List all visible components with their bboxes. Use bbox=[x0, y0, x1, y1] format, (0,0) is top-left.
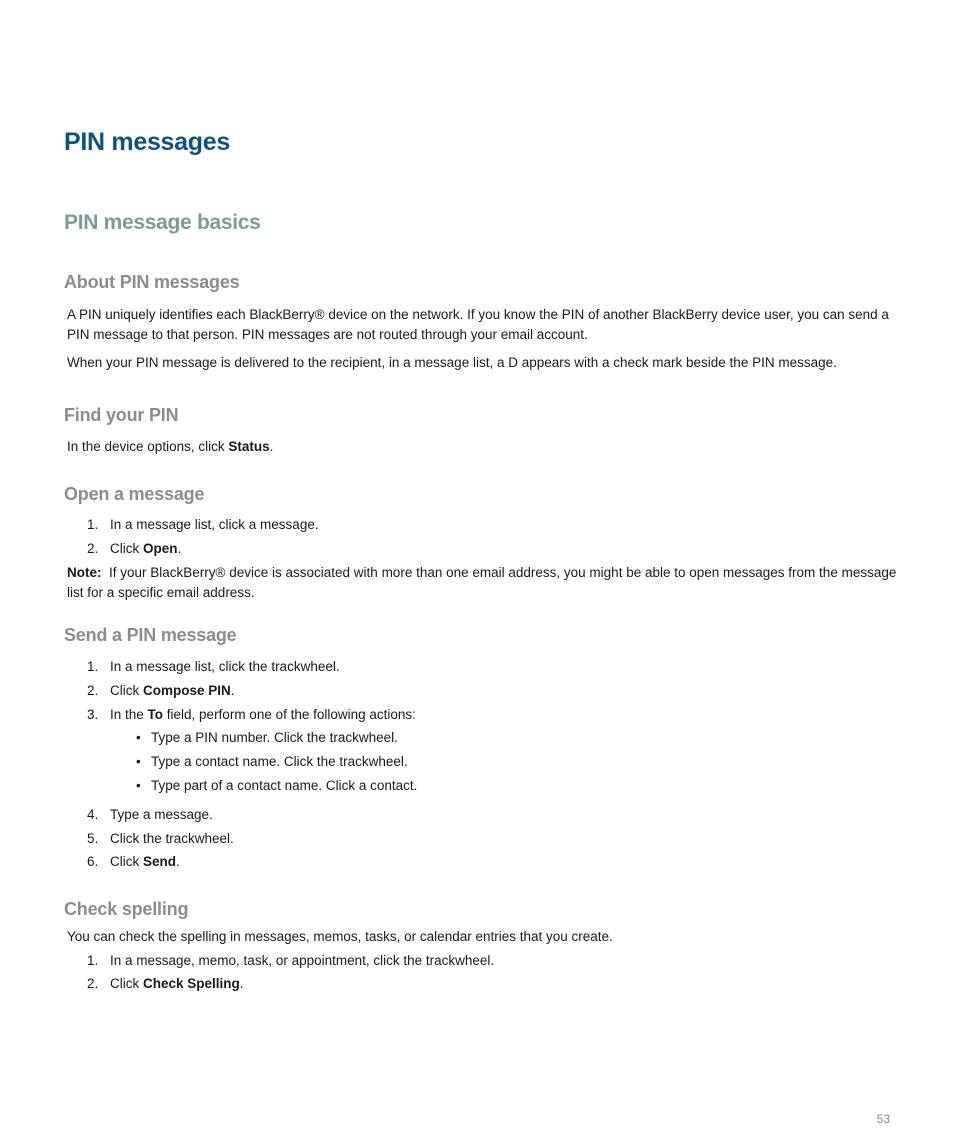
step-text-end: . bbox=[230, 683, 235, 698]
step-text: In the bbox=[110, 707, 148, 722]
step-text: In a message list, click a message. bbox=[110, 517, 319, 532]
step-text: Click the trackwheel. bbox=[110, 831, 234, 846]
spell-heading: Check spelling bbox=[64, 899, 189, 919]
step-number: 3. bbox=[87, 707, 99, 722]
step-text-end: . bbox=[239, 976, 244, 991]
step-text-end: . bbox=[176, 854, 180, 869]
send-step-2 bbox=[87, 681, 897, 701]
find-text: In the device options, click bbox=[67, 439, 229, 454]
send-step-5 bbox=[87, 829, 897, 849]
bullet-text: Type a PIN number. Click the trackwheel. bbox=[151, 730, 398, 745]
about-heading: About PIN messages bbox=[64, 272, 240, 292]
bullet-text: Type a contact name. Click the trackwheel. bbox=[151, 754, 408, 769]
open-term: Open bbox=[143, 541, 178, 556]
section-heading: PIN message basics bbox=[64, 211, 261, 234]
send-step-6 bbox=[87, 852, 897, 872]
open-heading: Open a message bbox=[64, 484, 205, 504]
spell-intro: You can check the spelling in messages, memos, tasks, or calendar entries that you create. bbox=[67, 929, 613, 944]
find-status-term: Status bbox=[228, 439, 270, 454]
bullet-text: Type part of a contact name. Click a contact. bbox=[151, 778, 418, 793]
step-text: Click bbox=[110, 976, 143, 991]
send-bullet-1 bbox=[136, 728, 896, 748]
step-text: Click bbox=[110, 541, 143, 556]
step-text: In a message list, click the trackwheel. bbox=[110, 659, 340, 674]
step-number: 2. bbox=[87, 541, 99, 556]
send-heading: Send a PIN message bbox=[64, 625, 237, 645]
step-text-end: field, perform one of the following actions: bbox=[163, 707, 416, 722]
step-text: Type a message. bbox=[110, 807, 213, 822]
send-bullet-3 bbox=[136, 776, 896, 796]
step-number: 6. bbox=[87, 854, 99, 869]
step-number: 1. bbox=[87, 517, 99, 532]
step-number: 2. bbox=[87, 976, 99, 991]
step-number: 5. bbox=[87, 831, 99, 846]
about-paragraph-2: When your PIN message is delivered to the recipient, in a message list, a D appears with a check mark beside the PIN message. bbox=[67, 355, 837, 370]
step-text: Click bbox=[110, 854, 143, 869]
step-number: 1. bbox=[87, 659, 99, 674]
bullet-marker: • bbox=[136, 778, 141, 793]
find-heading: Find your PIN bbox=[64, 405, 179, 425]
bullet-marker: • bbox=[136, 754, 141, 769]
about-paragraph-1: A PIN uniquely identifies each BlackBerry® device on the network. If you know the PIN of another BlackBerry device user, you can send a PIN message to that person. PIN messages are not routed through your email account. bbox=[67, 307, 889, 342]
bullet-marker: • bbox=[136, 730, 141, 745]
send-bullet-2 bbox=[136, 752, 896, 772]
step-number: 1. bbox=[87, 953, 99, 968]
send-step-3 bbox=[87, 705, 897, 725]
open-step-2 bbox=[87, 539, 897, 559]
step-text: In a message, memo, task, or appointment, click the trackwheel. bbox=[110, 953, 495, 968]
send-term: Send bbox=[143, 854, 177, 869]
step-text: Click bbox=[110, 683, 143, 698]
page-number: 53 bbox=[876, 1112, 890, 1126]
check-spelling-term: Check Spelling bbox=[143, 976, 240, 991]
to-field-term: To bbox=[147, 707, 164, 722]
spell-step-2 bbox=[87, 974, 897, 994]
send-step-1 bbox=[87, 657, 897, 677]
open-note bbox=[67, 563, 897, 603]
step-number: 2. bbox=[87, 683, 99, 698]
step-number: 4. bbox=[87, 807, 99, 822]
send-step-4 bbox=[87, 805, 897, 825]
find-text-end: . bbox=[269, 439, 274, 454]
step-text-end: . bbox=[177, 541, 182, 556]
open-step-1 bbox=[87, 515, 897, 535]
find-paragraph bbox=[67, 437, 897, 457]
note-label: Note: bbox=[67, 565, 102, 580]
page-title: PIN messages bbox=[64, 128, 230, 156]
compose-pin-term: Compose PIN bbox=[143, 683, 231, 698]
spell-step-1 bbox=[87, 951, 897, 971]
note-text: If your BlackBerry® device is associated with more than one email address, you might be able to open messages from the message list for a specific email address. bbox=[67, 565, 897, 600]
